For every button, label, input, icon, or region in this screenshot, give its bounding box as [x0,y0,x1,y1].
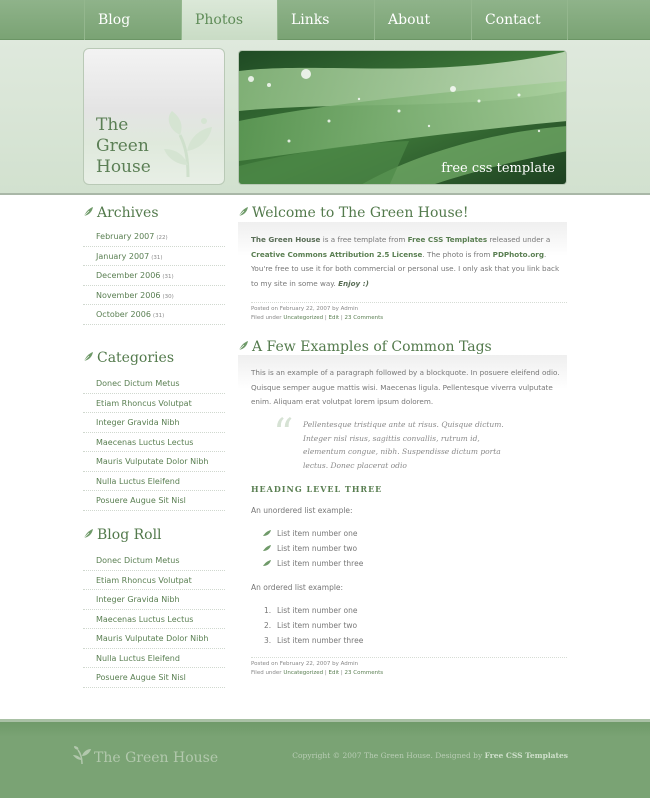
post-meta: Posted on February 22, 2007 by Admin Filed under Uncategorized | Edit | 23 Comments [251,302,567,322]
photo-caption: free css template [441,161,555,176]
logo-text: The Green House [96,115,151,177]
leaf-bullet-icon [83,528,94,539]
blockquote: Pellentesque tristique ante ut risus. Quisque dictum. Integer nisl risus, sagittis convallis, rutrum id, elementum congue, nibh. Suspendisse dictum porta lectus. Donec placerat odio [303,420,504,470]
list-item: List item number three [277,559,364,568]
ol-number: 3. [264,636,272,645]
categories-list [83,374,225,511]
category-item[interactable]: Integer Gravida Nibh [83,413,225,433]
footer [0,719,650,798]
leaf-bullet-icon [238,340,249,351]
ol-number: 2. [264,621,272,630]
list-item: List item number one [277,606,358,615]
comments-link[interactable]: 23 Comments [344,669,384,676]
blogroll-heading: Blog Roll [83,527,162,543]
leaf-logo-icon [158,109,218,179]
comments-link[interactable]: 23 Comments [344,314,384,321]
leaf-bullet-icon [263,530,271,536]
blogroll-item[interactable]: Nulla Luctus Eleifend [83,649,225,669]
heading-level-three: HEADING LEVEL THREE [251,484,383,494]
nav-photos[interactable]: Photos [181,0,277,40]
archives-list [83,227,225,325]
post-title[interactable]: A Few Examples of Common Tags [238,339,492,355]
top-nav [0,0,650,40]
header-photo [238,50,567,185]
list-item: List item number three [277,636,364,645]
list-item: List item number two [277,544,358,553]
list-item: List item number two [277,621,358,630]
license-link[interactable]: Creative Commons Attribution 2.5 License [251,249,423,259]
nav-links[interactable]: Links [277,0,374,40]
category-item[interactable]: Donec Dictum Metus [83,374,225,394]
category-item[interactable]: Etiam Rhoncus Volutpat [83,394,225,414]
ol-label: An ordered list example: [251,583,344,592]
nav-contact[interactable]: Contact [471,0,568,40]
categories-heading: Categories [83,350,174,366]
category-link[interactable]: Uncategorized [283,669,324,676]
pdphoto-link[interactable]: PDPhoto.org [492,249,544,259]
blogroll-item[interactable]: Mauris Vulputate Dolor Nibh [83,629,225,649]
blogroll-item[interactable]: Posuere Augue Sit Nisl [83,668,225,688]
post-meta: Posted on February 22, 2007 by Admin Filed under Uncategorized | Edit | 23 Comments [251,657,567,677]
nav-about[interactable]: About [374,0,471,40]
archive-item[interactable]: November 2006 (30) [83,286,225,306]
footer-link[interactable]: Free CSS Templates [484,751,568,760]
footer-copyright: Copyright © 2007 The Green House. Designed by Free CSS Templates [292,751,568,760]
post-intro: This is an example of a paragraph followed by a blockquote. In posuere eleifend odio. Quisque semper augue mattis wisi. Maecenas ligula. Pellentesque viverra vulputate enim. Aliquam erat volutpat lorem ipsum dolorem. [251,368,560,406]
archives-heading: Archives [83,205,159,221]
leaf-logo-icon [72,746,92,764]
leaf-bullet-icon [83,206,94,217]
post-body: The Green House is a free template from Free CSS Templates released under a Creative Commons Attribution 2.5 License. The photo is from PDPhoto.org. You're free to use it for both commercial or personal use. I only ask that you link back to my site in some way. Enjoy :) [251,235,560,288]
leaf-bullet-icon [263,545,271,551]
blogroll-item[interactable]: Maecenas Luctus Lectus [83,610,225,630]
blogroll-list [83,551,225,688]
category-item[interactable]: Mauris Vulputate Dolor Nibh [83,452,225,472]
edit-link[interactable]: Edit [328,669,340,676]
category-link[interactable]: Uncategorized [283,314,324,321]
blogroll-item[interactable]: Donec Dictum Metus [83,551,225,571]
edit-link[interactable]: Edit [328,314,340,321]
leaf-bullet-icon [263,560,271,566]
post-title[interactable]: Welcome to The Green House! [238,205,469,221]
archive-item[interactable]: December 2006 (31) [83,266,225,286]
site-logo[interactable] [83,48,225,185]
leaf-bullet-icon [83,351,94,362]
footer-logo[interactable]: The Green House [72,746,218,766]
category-item[interactable]: Nulla Luctus Eleifend [83,472,225,492]
archive-item[interactable]: October 2006 (31) [83,305,225,325]
category-item[interactable]: Maecenas Luctus Lectus [83,433,225,453]
nav-blog[interactable]: Blog [84,0,181,40]
ol-number: 1. [264,606,272,615]
blogroll-item[interactable]: Integer Gravida Nibh [83,590,225,610]
leaf-bullet-icon [238,206,249,217]
blogroll-item[interactable]: Etiam Rhoncus Volutpat [83,571,225,591]
archive-item[interactable]: February 2007 (22) [83,227,225,247]
ul-label: An unordered list example: [251,506,353,515]
archive-item[interactable]: January 2007 (31) [83,247,225,267]
list-item: List item number one [277,529,358,538]
free-css-templates-link[interactable]: Free CSS Templates [407,235,488,244]
category-item[interactable]: Posuere Augue Sit Nisl [83,491,225,511]
quote-mark-icon: “ [273,411,294,457]
